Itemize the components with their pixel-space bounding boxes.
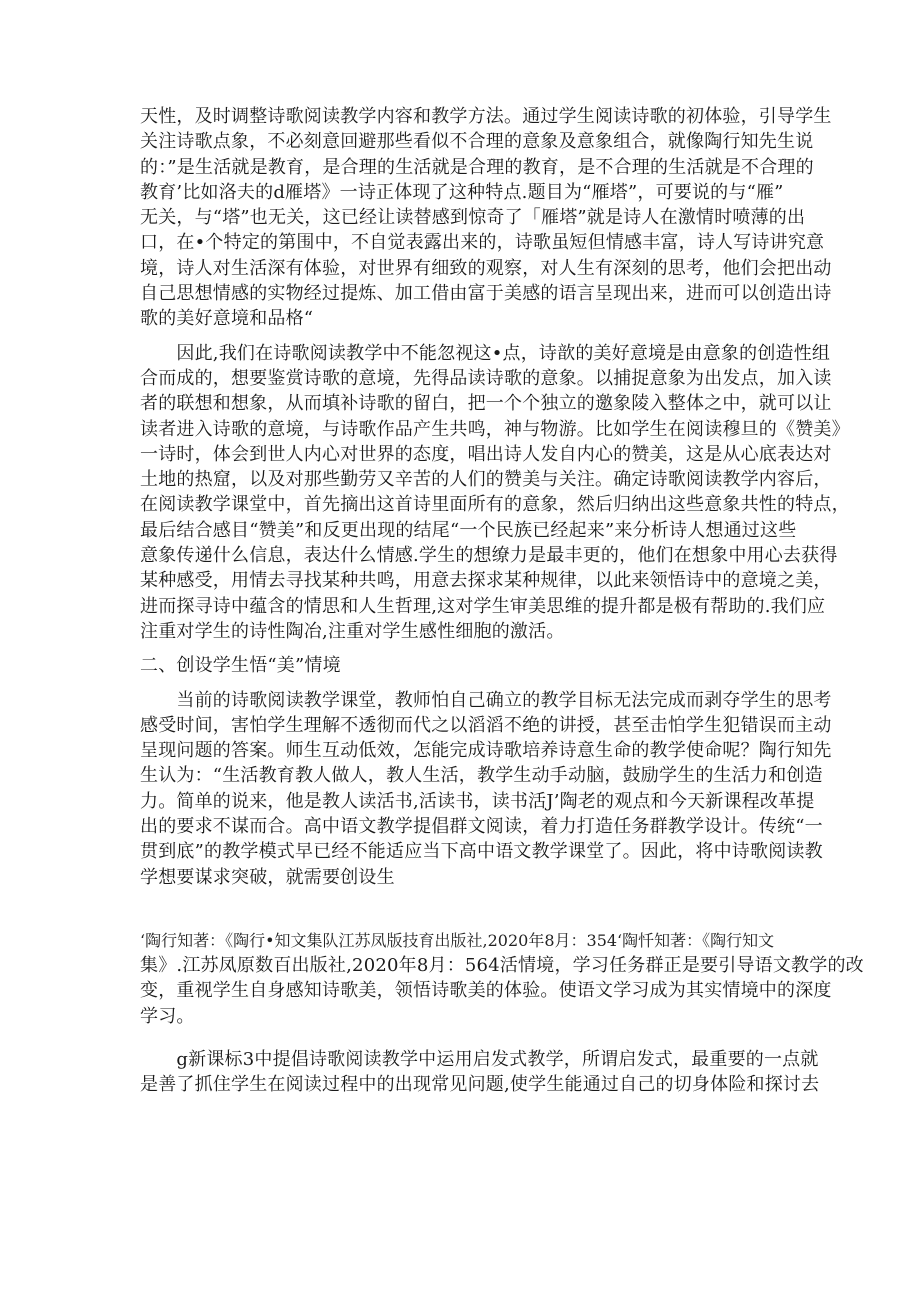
text-line: 教育’比如洛夫的d雁塔》一诗正体现了这种特点.题目为“雁塔”，可要说的与“雁” bbox=[140, 181, 784, 203]
text-line: 贯到底”的教学模式早已经不能适应当下高中语文教学课堂了。因此，将中诗歌阅读教 bbox=[140, 841, 823, 863]
document-page bbox=[140, 104, 864, 1097]
text-line: 当前的诗歌阅读教学课堂，教师怕自己确立的教学目标无法完成而剥夺学生的思考 bbox=[140, 689, 832, 711]
text-line: 力。简单的说来，他是教人读活书,活读书，读书活J’陶老的观点和今天新课程改革提 bbox=[140, 790, 815, 812]
text-line: 学习。 bbox=[140, 1005, 195, 1027]
paragraph-1 bbox=[140, 104, 832, 332]
paragraph-3 bbox=[140, 688, 832, 890]
text-line: 学想要谋求突破，就需要创设生 bbox=[140, 866, 395, 888]
text-line: g新课标3中提倡诗歌阅读教学中运用启发式教学，所谓启发式，最重要的一点就 bbox=[140, 1048, 819, 1070]
text-line: 的：”是生活就是教育，是合理的生活就是合理的教育，是不合理的生活就是不合理的 bbox=[140, 156, 814, 178]
text-line: 土地的热窟，以及对那些勤劳又辛苦的人们的赞美与关注。确定诗歌阅读教学内容后， bbox=[140, 469, 832, 491]
text-line: 关注诗歌点象，不必刻意回避那些看似不合理的意象及意象组合，就像陶行知先生说 bbox=[140, 131, 814, 153]
text-line: 某种感受，用情去寻找某种共鸣，用意去探求某种规律，以此来领悟诗中的意境之美， bbox=[140, 570, 832, 592]
footnote: ‘陶行知著：《陶行•知文集队江苏凤版技育出版社,2020年8月：354‘陶忏知著：《陶行知文 bbox=[140, 930, 775, 950]
text-line: 最后结合感目“赞美”和反更出现的结尾“一个民族已经起来”来分析诗人想通过这些 bbox=[140, 519, 797, 541]
text-line: 自己思想情感的实物经过提炼、加工借由富于美感的语言呈现出来，进而可以创造出诗 bbox=[140, 283, 832, 305]
text-line: 意象传递什么信息，表达什么情感.学生的想缭力是最丰更的，他们在想象中用心去获得 bbox=[140, 545, 838, 567]
text-line: 歌的美好意境和品格“ bbox=[140, 308, 314, 330]
text-line: 进而探寻诗中蕴含的情思和人生哲理,这对学生审美思维的提升都是极有帮助的.我们应 bbox=[140, 595, 826, 617]
text-line: 一诗时，体会到世人内心对世界的态度，唱出诗人发自内心的赞美，这是从心底表达对 bbox=[140, 443, 832, 465]
paragraph-5 bbox=[140, 1047, 820, 1098]
paragraph-4 bbox=[140, 953, 864, 1029]
text-line: 感受时间，害怕学生理解不透彻而代之以滔滔不绝的讲授，甚至击怕学生犯错误而主动 bbox=[140, 714, 832, 736]
text-line: 呈现问题的答案。师生互动低效，怎能完成诗歌培养诗意生命的教学使命呢？陶行知先 bbox=[140, 740, 832, 762]
text-line: 境，诗人对生活深有体验，对世界有细致的观察，对人生有深刻的思考，他们会把出动 bbox=[140, 257, 832, 279]
text-line: 是善了抓住学生在阅读过程中的出现常见问题,使学生能通过自己的切身体险和探讨去 bbox=[140, 1074, 820, 1096]
text-line: 合而成的，想要鉴赏诗歌的意境，先得品读诗歌的意象。以捕捉意象为出发点，加入读 bbox=[140, 367, 832, 389]
text-line: 因此,我们在诗歌阅读教学中不能忽视这•点，诗歆的美好意境是由意象的创造性组 bbox=[140, 342, 831, 364]
text-line: 集》.江苏凤原数百出版社,2020年8月：564活情境，学习任务群正是要引导语文教学的改 bbox=[140, 954, 864, 976]
text-line: 天性，及时调整诗歌阅读教学内容和教学方法。通过学生阅读诗歌的初体验，引导学生 bbox=[140, 106, 832, 127]
text-line: 注重对学生的诗性陶冶,注重对学生感性细胞的激活。 bbox=[140, 620, 565, 642]
text-line: 口，在•个特定的第围中，不自觉表露出来的，诗歌虽短但情感丰富，诗人写诗讲究意 bbox=[140, 232, 825, 254]
text-line: 者的联想和想象，从而填补诗歌的留白，把一个个独立的邀象陵入整体之中，就可以让 bbox=[140, 393, 832, 415]
text-line: 生认为：“生活教育教人做人，教人生活，教学生动手动脑，鼓励学生的生活力和创造 bbox=[140, 765, 823, 787]
paragraph-2 bbox=[140, 341, 850, 645]
section-heading: 二、创设学生悟“美”情境 bbox=[140, 655, 341, 677]
text-line: 无关，与“塔”也无关，这已经让读替感到惊奇了「雁塔”就是诗人在激情时喷薄的出 bbox=[140, 207, 806, 229]
text-line: 变，重视学生自身感知诗歌美，领悟诗歌美的体验。使语文学习成为其实情境中的深度 bbox=[140, 980, 832, 1002]
text-line: 读者进入诗歌的意境，与诗歌作品产生共鸣，神与物游。比如学生在阅读穆旦的《赞美》 bbox=[140, 418, 850, 440]
text-line: 出的要求不谋而合。高中语文教学提倡群文阅读，着力打造任务群教学设计。传统“一 bbox=[140, 816, 823, 838]
text-line: 在阅读教学课堂中，首先摘出这首诗里面所有的意象，然后归纳出这些意象共性的特点， bbox=[140, 494, 850, 516]
